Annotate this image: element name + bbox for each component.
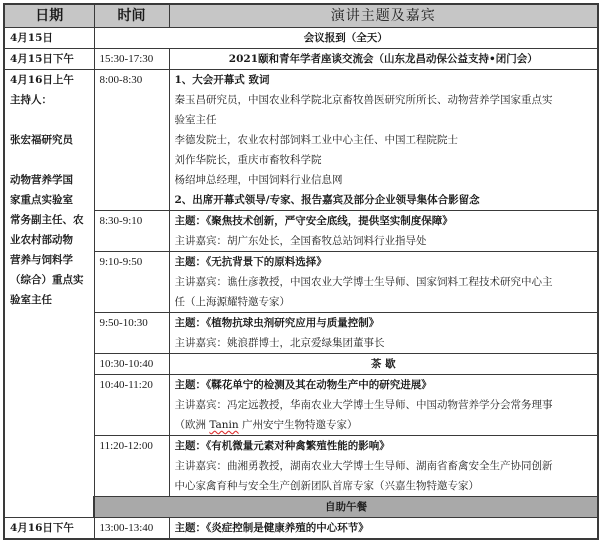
row-talk bbox=[4, 252, 598, 313]
opening-cell bbox=[169, 70, 598, 211]
host-title-line: 常务副主任、农 bbox=[10, 214, 84, 226]
talk-cell bbox=[169, 436, 598, 497]
time-cell: 10:40-11:20 bbox=[94, 375, 169, 436]
morning-host-cell bbox=[4, 70, 94, 518]
row-afternoon bbox=[4, 518, 598, 540]
host-name: 张宏福研究员 bbox=[10, 134, 73, 146]
speaker-line: 秦玉昌研究员，中国农业科学院北京畜牧兽医研究所所长、动物营养学国家重点实 bbox=[174, 94, 553, 106]
row-talk bbox=[4, 436, 598, 497]
talk-speaker: 主讲嘉宾：谯仕彦教授，中国农业大学博士生导师、国家饲料工程技术研究中心主 bbox=[174, 276, 553, 288]
date-cell: 4月15日下午 bbox=[4, 49, 94, 70]
time-cell: 13:00-13:40 bbox=[94, 518, 169, 540]
host-title-line: 动物营养学国 bbox=[10, 174, 73, 186]
time-cell: 11:20-12:00 bbox=[94, 436, 169, 497]
row-forum bbox=[4, 49, 598, 70]
talk-speaker: 任（上海源耀特邀专家） bbox=[174, 296, 290, 308]
forum-cell: 2021颐和青年学者座谈交流会（山东龙昌动保公益支持•闭门会） bbox=[169, 49, 598, 70]
speaker-line: 李德发院士，农业农村部饲料工业中心主任、中国工程院院士 bbox=[174, 134, 458, 146]
opening-title: 1、大会开幕式 致词 bbox=[174, 74, 270, 86]
host-title-line: 验室主任 bbox=[10, 294, 52, 306]
header-time: 时间 bbox=[94, 4, 169, 28]
registration-cell: 会议报到（全天） bbox=[94, 28, 598, 49]
header-date: 日期 bbox=[4, 4, 94, 28]
time-cell: 15:30-17:30 bbox=[94, 49, 169, 70]
tea-break-cell: 茶 歇 bbox=[169, 354, 598, 375]
row-registration bbox=[4, 28, 598, 49]
talk-cell bbox=[169, 313, 598, 354]
spacer bbox=[10, 150, 88, 170]
row-opening bbox=[4, 70, 598, 211]
row-lunch bbox=[4, 497, 598, 518]
host-title-line: 家重点实验室 bbox=[10, 194, 73, 206]
speaker-text: （欧洲 bbox=[174, 419, 210, 431]
talk-topic: 主题：《炎症控制是健康养殖的中心环节》 bbox=[174, 522, 369, 534]
row-talk bbox=[4, 313, 598, 354]
talk-topic: 主题：《无抗背景下的原料选择》 bbox=[174, 256, 327, 268]
host-title-line: 营养与饲料学 bbox=[10, 254, 73, 266]
talk-speaker: 中心家禽育种与安全生产创新团队首席专家（兴嘉生物特邀专家） bbox=[174, 480, 479, 492]
talk-speaker: 主讲嘉宾：冯定远教授，华南农业大学博士生导师、中国动物营养学分会常务理事 bbox=[174, 399, 553, 411]
host-label: 主持人： bbox=[10, 94, 52, 106]
header-topic: 演讲主题及嘉宾 bbox=[169, 4, 598, 28]
time-cell: 9:50-10:30 bbox=[94, 313, 169, 354]
spacer bbox=[10, 110, 88, 130]
talk-topic: 主题：《有机微量元素对种禽繁殖性能的影响》 bbox=[174, 440, 390, 452]
group-photo-title: 2、出席开幕式领导/专家、报告嘉宾及部分企业领导集体合影留念 bbox=[174, 194, 480, 206]
speaker-line: 杨绍坤总经理，中国饲料行业信息网 bbox=[174, 174, 343, 186]
time-cell: 10:30-10:40 bbox=[94, 354, 169, 375]
lunch-cell: 自助午餐 bbox=[94, 497, 598, 518]
row-tea-break bbox=[4, 354, 598, 375]
date-cell: 4月15日 bbox=[4, 28, 94, 49]
row-talk bbox=[4, 375, 598, 436]
host-title-line: （综合）重点实 bbox=[10, 274, 84, 286]
speaker-line: 刘作华院长，重庆市畜牧科学院 bbox=[174, 154, 322, 166]
talk-speaker: 主讲嘉宾：姚浪群博士，北京爱绿集团董事长 bbox=[174, 337, 385, 349]
row-talk bbox=[4, 211, 598, 252]
date-cell: 4月16日下午 bbox=[4, 518, 94, 540]
talk-speaker: 主讲嘉宾：曲湘勇教授，湖南农业大学博士生导师、湖南省畜禽安全生产协同创新 bbox=[174, 460, 553, 472]
talk-topic: 主题：《植物抗球虫剂研究应用与质量控制》 bbox=[174, 317, 380, 329]
talk-cell bbox=[169, 375, 598, 436]
talk-topic: 主题：《聚焦技术创新，严守安全底线，提供坚实制度保障》 bbox=[174, 215, 453, 227]
agenda-table bbox=[3, 3, 599, 540]
time-cell: 9:10-9:50 bbox=[94, 252, 169, 313]
time-cell: 8:30-9:10 bbox=[94, 211, 169, 252]
speaker-text: 广州安宁生物特邀专家） bbox=[238, 419, 358, 431]
header-row bbox=[4, 4, 598, 28]
talk-speaker: 主讲嘉宾：胡广东处长，全国畜牧总站饲料行业指导处 bbox=[174, 235, 427, 247]
talk-cell bbox=[169, 518, 598, 540]
talk-topic: 主题：《鞣花单宁的检测及其在动物生产中的研究进展》 bbox=[174, 379, 432, 391]
talk-cell bbox=[169, 252, 598, 313]
talk-speaker bbox=[175, 415, 593, 435]
brand-tanin: Tanin bbox=[209, 419, 239, 431]
speaker-line: 验室主任 bbox=[174, 114, 217, 126]
talk-cell bbox=[169, 211, 598, 252]
date-line: 4月16日上午 bbox=[10, 74, 74, 86]
time-cell: 8:00-8:30 bbox=[94, 70, 169, 211]
host-title-line: 业农村部动物 bbox=[10, 234, 73, 246]
